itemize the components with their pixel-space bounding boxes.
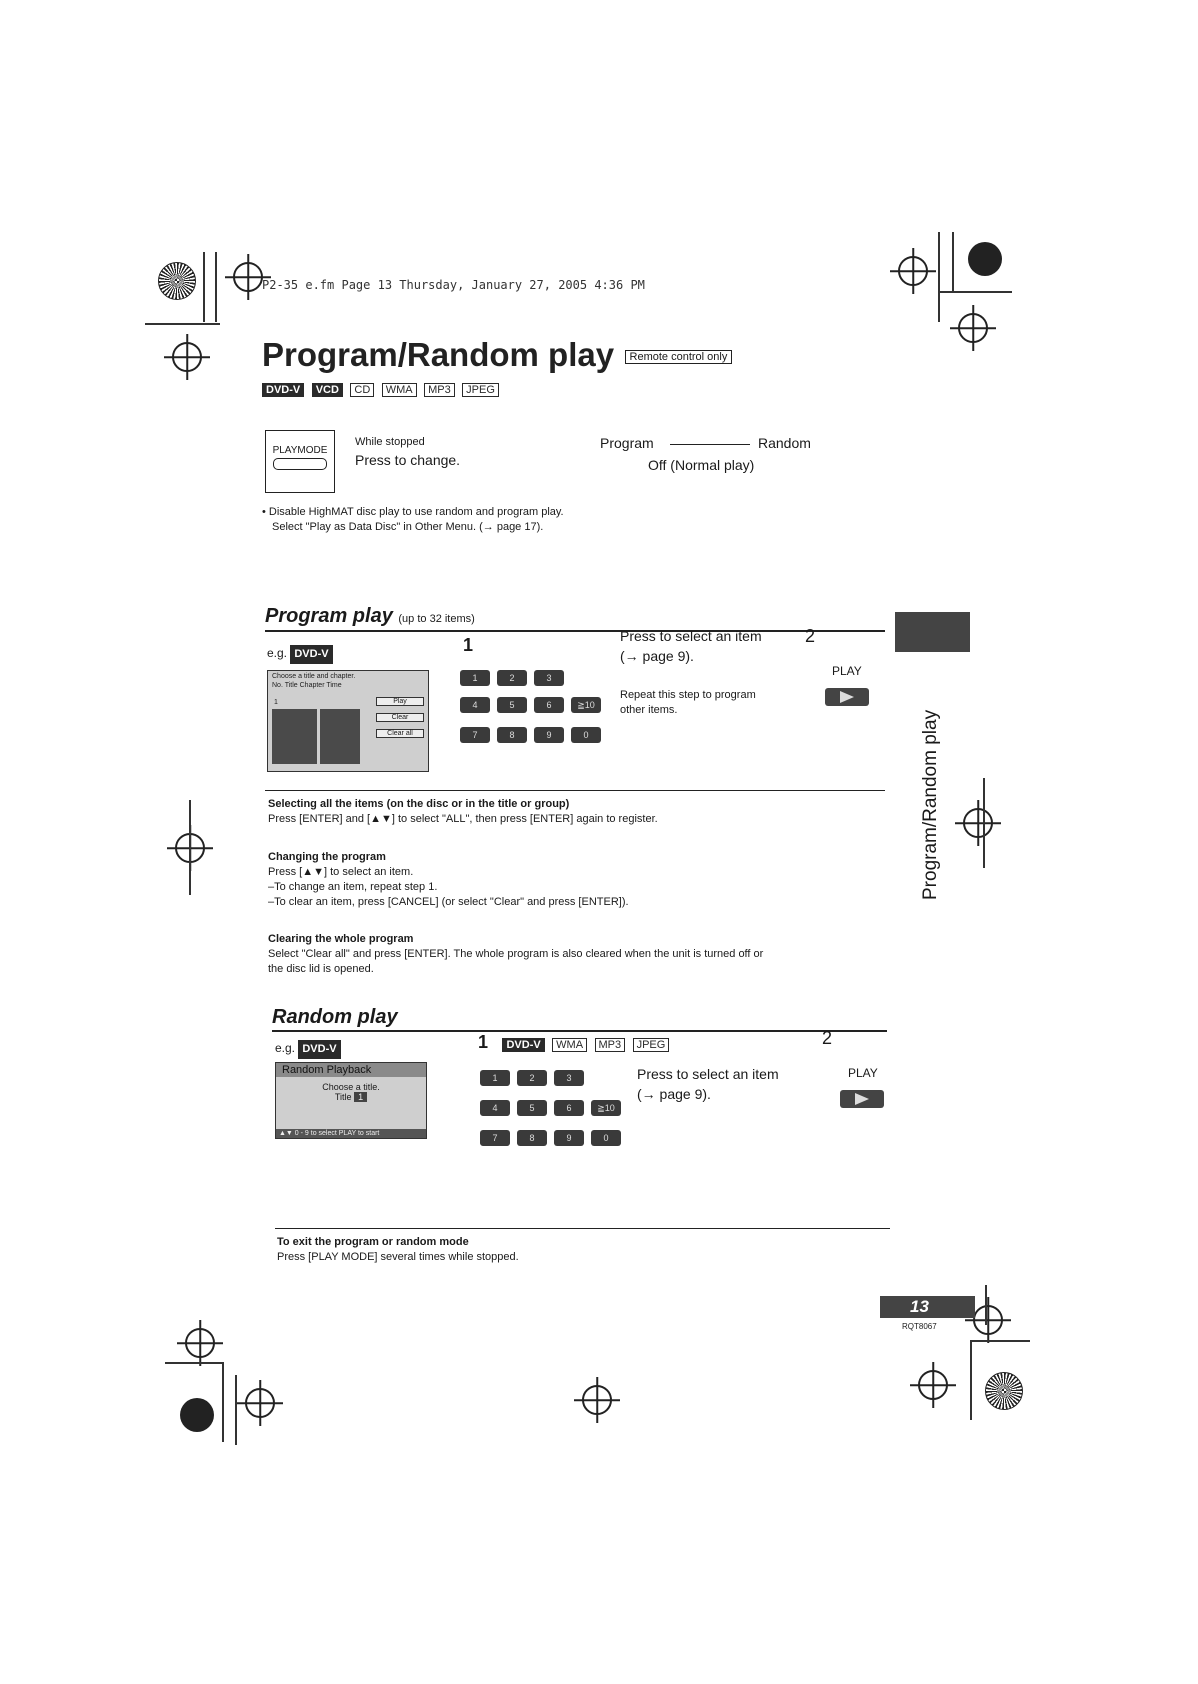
flow-arrow-right [670, 444, 750, 445]
side-tab-label: Program/Random play [920, 709, 941, 900]
screen-cell [272, 709, 317, 764]
press-to-change-text: Press to change. [355, 452, 461, 468]
key-2: 2 [497, 670, 527, 686]
random-step-1: 1 [478, 1032, 489, 1052]
random-format-mp3: MP3 [595, 1038, 626, 1052]
program-page-ref: (→ page 9). [620, 648, 694, 664]
remote-only-badge: Remote control only [625, 350, 733, 364]
crop-mark [222, 1362, 224, 1442]
section-rule [265, 790, 885, 791]
side-tab-marker [895, 612, 970, 652]
header-slug: P2-35 e.fm Page 13 Thursday, January 27, 2005 4:36 PM [262, 278, 645, 292]
crop-mark [940, 291, 1012, 293]
key-0: 0 [591, 1130, 621, 1146]
section-rule [265, 630, 885, 632]
program-play-label: PLAY [832, 664, 862, 678]
number-keys-row-3 [460, 727, 601, 743]
note-line-2: Select "Play as Data Disc" in Other Menu. (→ page 17). [272, 521, 544, 533]
screen-columns: No. Title Chapter Time [272, 682, 342, 689]
random-format-dvdv: DVD-V [502, 1038, 544, 1052]
random-screen-footer: ▲▼ 0 - 9 to select PLAY to start [276, 1129, 426, 1138]
screen-btn-clear-all: Clear all [376, 729, 424, 738]
flow-off: Off (Normal play) [648, 457, 755, 473]
random-step-2: 2 [822, 1028, 833, 1048]
random-press-select: Press to select an item [637, 1066, 779, 1082]
random-play-heading: Random play [272, 1006, 398, 1028]
format-badge-cd: CD [350, 383, 374, 397]
random-keys-row-2 [480, 1100, 621, 1116]
playmode-button-illustration [265, 430, 335, 493]
key-6: 6 [534, 697, 564, 713]
playmode-button-label: PLAYMODE [272, 445, 328, 456]
flow-random: Random [758, 435, 811, 451]
screen-header: Choose a title and chapter. [272, 673, 356, 680]
key-2: 2 [517, 1070, 547, 1086]
program-play-heading: Program play (up to 32 items) [265, 605, 475, 627]
registration-crosshair-icon [245, 1388, 275, 1418]
repeat-line-2: other items. [620, 704, 678, 716]
random-screen-title-row: Title 1 [276, 1092, 426, 1102]
format-badges [262, 380, 502, 398]
number-keys-row-1 [460, 670, 564, 686]
key-3: 3 [554, 1070, 584, 1086]
registration-crosshair-icon [582, 1385, 612, 1415]
random-format-jpeg: JPEG [633, 1038, 670, 1052]
page-title: Program/Random play [262, 336, 615, 373]
number-keys-row-2 [460, 697, 601, 713]
key-8: 8 [517, 1130, 547, 1146]
registration-crosshair-icon [963, 808, 993, 838]
registration-crosshair-icon [172, 342, 202, 372]
key-5: 5 [517, 1100, 547, 1116]
registration-crosshair-icon [898, 256, 928, 286]
program-play-key-icon [825, 688, 869, 706]
crop-mark [970, 1340, 972, 1420]
registration-crosshair-icon [185, 1328, 215, 1358]
program-play-subtitle: (up to 32 items) [398, 613, 475, 625]
selecting-all-block [268, 797, 888, 827]
crop-mark [235, 1375, 237, 1445]
crop-mark [165, 1362, 223, 1364]
selecting-all-heading: Selecting all the items (on the disc or in the title or group) [268, 798, 570, 810]
key-0: 0 [571, 727, 601, 743]
page-title-row [262, 336, 732, 374]
exit-heading: To exit the program or random mode [277, 1236, 469, 1248]
random-format-wma: WMA [552, 1038, 587, 1052]
key-8: 8 [497, 727, 527, 743]
crop-mark [215, 252, 217, 322]
key-9: 9 [534, 727, 564, 743]
exit-block [277, 1235, 877, 1265]
note-line-1: • Disable HighMAT disc play to use random and program play. [262, 506, 564, 518]
registration-crosshair-icon [233, 262, 263, 292]
flow-program: Program [600, 435, 654, 451]
eg-dvdv-badge: DVD-V [290, 645, 332, 664]
crop-mark [970, 1340, 1030, 1342]
random-play-key-icon [840, 1090, 884, 1108]
format-badge-jpeg: JPEG [462, 383, 499, 397]
key-5: 5 [497, 697, 527, 713]
key-3: 3 [534, 670, 564, 686]
while-stopped-text: While stopped [355, 436, 425, 448]
repeat-line-1: Repeat this step to program [620, 689, 756, 701]
registration-starburst-icon [158, 262, 196, 300]
page-number-tab [880, 1296, 975, 1318]
crop-mark [985, 1285, 987, 1325]
program-screen-illustration [267, 670, 429, 772]
registration-crosshair-icon [973, 1305, 1003, 1335]
random-screen-choose: Choose a title. [322, 1082, 380, 1092]
program-step-2: 2 [805, 626, 816, 646]
selecting-all-text: Press [ENTER] and [▲▼] to select "ALL", then press [ENTER] again to register. [268, 813, 658, 825]
random-keys-row-3 [480, 1130, 621, 1146]
random-screen-illustration [275, 1062, 427, 1139]
format-badge-mp3: MP3 [424, 383, 455, 397]
program-step-1: 1 [463, 635, 474, 655]
key-10plus: ≧10 [571, 697, 601, 713]
section-rule [275, 1228, 890, 1229]
clearing-line-1: Select "Clear all" and press [ENTER]. The whole program is also cleared when the unit is turned off or [268, 948, 764, 960]
random-page-ref: (→ page 9). [637, 1086, 711, 1102]
changing-heading: Changing the program [268, 851, 386, 863]
random-play-label: PLAY [848, 1066, 878, 1080]
screen-btn-clear: Clear [376, 713, 424, 722]
clearing-block [268, 932, 898, 977]
registration-crosshair-icon [958, 313, 988, 343]
mode-flow-diagram [600, 435, 840, 480]
changing-line-1: Press [▲▼] to select an item. [268, 866, 414, 878]
crop-mark [189, 800, 191, 895]
key-9: 9 [554, 1130, 584, 1146]
changing-line-2: –To change an item, repeat step 1. [268, 881, 438, 893]
highmat-note [262, 505, 862, 535]
registration-blob-icon [180, 1398, 214, 1432]
screen-cell [320, 709, 360, 764]
random-eg: e.g. DVD-V [275, 1040, 344, 1059]
key-7: 7 [480, 1130, 510, 1146]
page-number: 13 [910, 1297, 929, 1316]
registration-crosshair-icon [918, 1370, 948, 1400]
crop-mark [145, 323, 220, 325]
playmode-button-icon [273, 458, 327, 470]
random-eg-dvdv-badge: DVD-V [298, 1040, 340, 1059]
format-badge-vcd: VCD [312, 383, 343, 397]
doc-code: RQT8067 [902, 1322, 937, 1331]
clearing-heading: Clearing the whole program [268, 933, 414, 945]
exit-text: Press [PLAY MODE] several times while stopped. [277, 1251, 519, 1263]
key-6: 6 [554, 1100, 584, 1116]
registration-blob-icon [968, 242, 1002, 276]
random-screen-title-value: 1 [354, 1092, 367, 1102]
key-1: 1 [480, 1070, 510, 1086]
screen-row-no: 1 [274, 699, 278, 706]
random-step-1-row [478, 1032, 672, 1053]
changing-line-3: –To clear an item, press [CANCEL] (or select "Clear" and press [ENTER]). [268, 896, 629, 908]
registration-starburst-icon [985, 1372, 1023, 1410]
crop-mark [952, 232, 954, 292]
program-repeat-note [620, 688, 756, 718]
key-10plus: ≧10 [591, 1100, 621, 1116]
random-keys-row-1 [480, 1070, 584, 1086]
key-1: 1 [460, 670, 490, 686]
clearing-line-2: the disc lid is opened. [268, 963, 374, 975]
key-4: 4 [460, 697, 490, 713]
random-screen-title: Random Playback [276, 1063, 426, 1077]
program-press-select: Press to select an item [620, 628, 762, 644]
crop-mark [983, 778, 985, 868]
crop-mark [938, 232, 940, 322]
program-eg: e.g. DVD-V [267, 645, 336, 664]
screen-btn-play: Play [376, 697, 424, 706]
key-7: 7 [460, 727, 490, 743]
format-badge-wma: WMA [382, 383, 417, 397]
changing-block [268, 850, 888, 910]
key-4: 4 [480, 1100, 510, 1116]
format-badge-dvdv: DVD-V [262, 383, 304, 397]
crop-mark [203, 252, 205, 322]
